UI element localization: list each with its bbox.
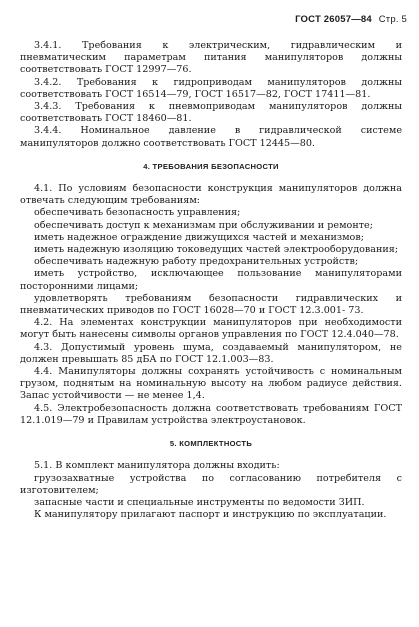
list-item: обеспечивать надежную работу предохранительных устройств; — [34, 256, 359, 268]
list-item: иметь устройство, исключающее пользование манипуляторами посторонними лицами; — [20, 268, 402, 292]
paragraph-5-note: К манипулятору прилагают паспорт и инструкцию по эксплуатации. — [34, 509, 387, 521]
list-item: удовлетворять требованиям безопасности гидравлических и пневматических приводов по ГОСТ 16028—70 и ГОСТ 12.3.001- 73. — [20, 292, 402, 317]
paragraph-3-4-2: 3.4.2. Требования к гидроприводам манипуляторов должны соответствовать ГОСТ 16514—79, ГОСТ 16517—82, ГОСТ 17411—81. — [20, 76, 402, 100]
list-item: обеспечивать доступ к механизмам при обслуживании и ремонте; — [34, 219, 373, 231]
paragraph-3-4-3: 3.4.3. Требования к пневмоприводам манипуляторов должны соответствовать ГОСТ 18460—81. — [20, 101, 402, 125]
document-body — [20, 40, 402, 521]
paragraph-3-4-1: 3.4.1. Требования к электрическим, гидравлическим и пневматическим параметрам питания манипуляторов должны соответствовать ГОСТ 12997—76. — [20, 40, 402, 76]
paragraph-4-1: 4.1. По условиям безопасности конструкция манипуляторов должна отвечать следующим требованиям: — [20, 183, 402, 207]
paragraph-5-1: 5.1. В комплект манипулятора должны входить: — [34, 460, 280, 472]
list-item: запасные части и специальные инструменты по ведомости ЗИП. — [34, 496, 365, 508]
list-item: иметь надежную изоляцию токоведущих частей электрооборудования; — [34, 244, 399, 256]
section-4-title: 4. ТРЕБОВАНИЯ БЕЗОПАСНОСТИ — [143, 161, 279, 171]
page-number: Стр. 5 — [378, 14, 407, 25]
paragraph-4-3: 4.3. Допустимый уровень шума, создаваемый манипулятором, не должен превышать 85 дБА по ГОСТ 12.1.003—83. — [20, 341, 402, 365]
paragraph-4-2: 4.2. На элементах конструкции манипуляторов при необходимости могут быть нанесены символы органов управления по ГОСТ 12.4.040—78. — [20, 317, 402, 341]
standard-number: ГОСТ 26057—84 — [295, 14, 372, 25]
list-item: иметь надежное ограждение движущихся частей и механизмов; — [34, 231, 364, 243]
paragraph-3-4-4: 3.4.4. Номинальное давление в гидравлической системе манипуляторов должно соответствовать ГОСТ 12445—80. — [20, 125, 402, 149]
paragraph-4-4: 4.4. Манипуляторы должны сохранять устойчивость с номинальным грузом, поднятым на номинальную высоту на любом радиусе действия. Запас устойчивости — не менее 1,4. — [20, 366, 402, 402]
section-5-title: 5. КОМПЛЕКТНОСТЬ — [169, 439, 253, 449]
page-header — [295, 14, 407, 25]
list-item: грузозахватные устройства по согласованию потребителя с изготовителем; — [20, 472, 402, 496]
paragraph-4-5: 4.5. Электробезопасность должна соответствовать требованиям ГОСТ 12.1.019—79 и Правилам устройства электроустановок. — [20, 402, 402, 426]
list-item: обеспечивать безопасность управления; — [34, 207, 241, 219]
